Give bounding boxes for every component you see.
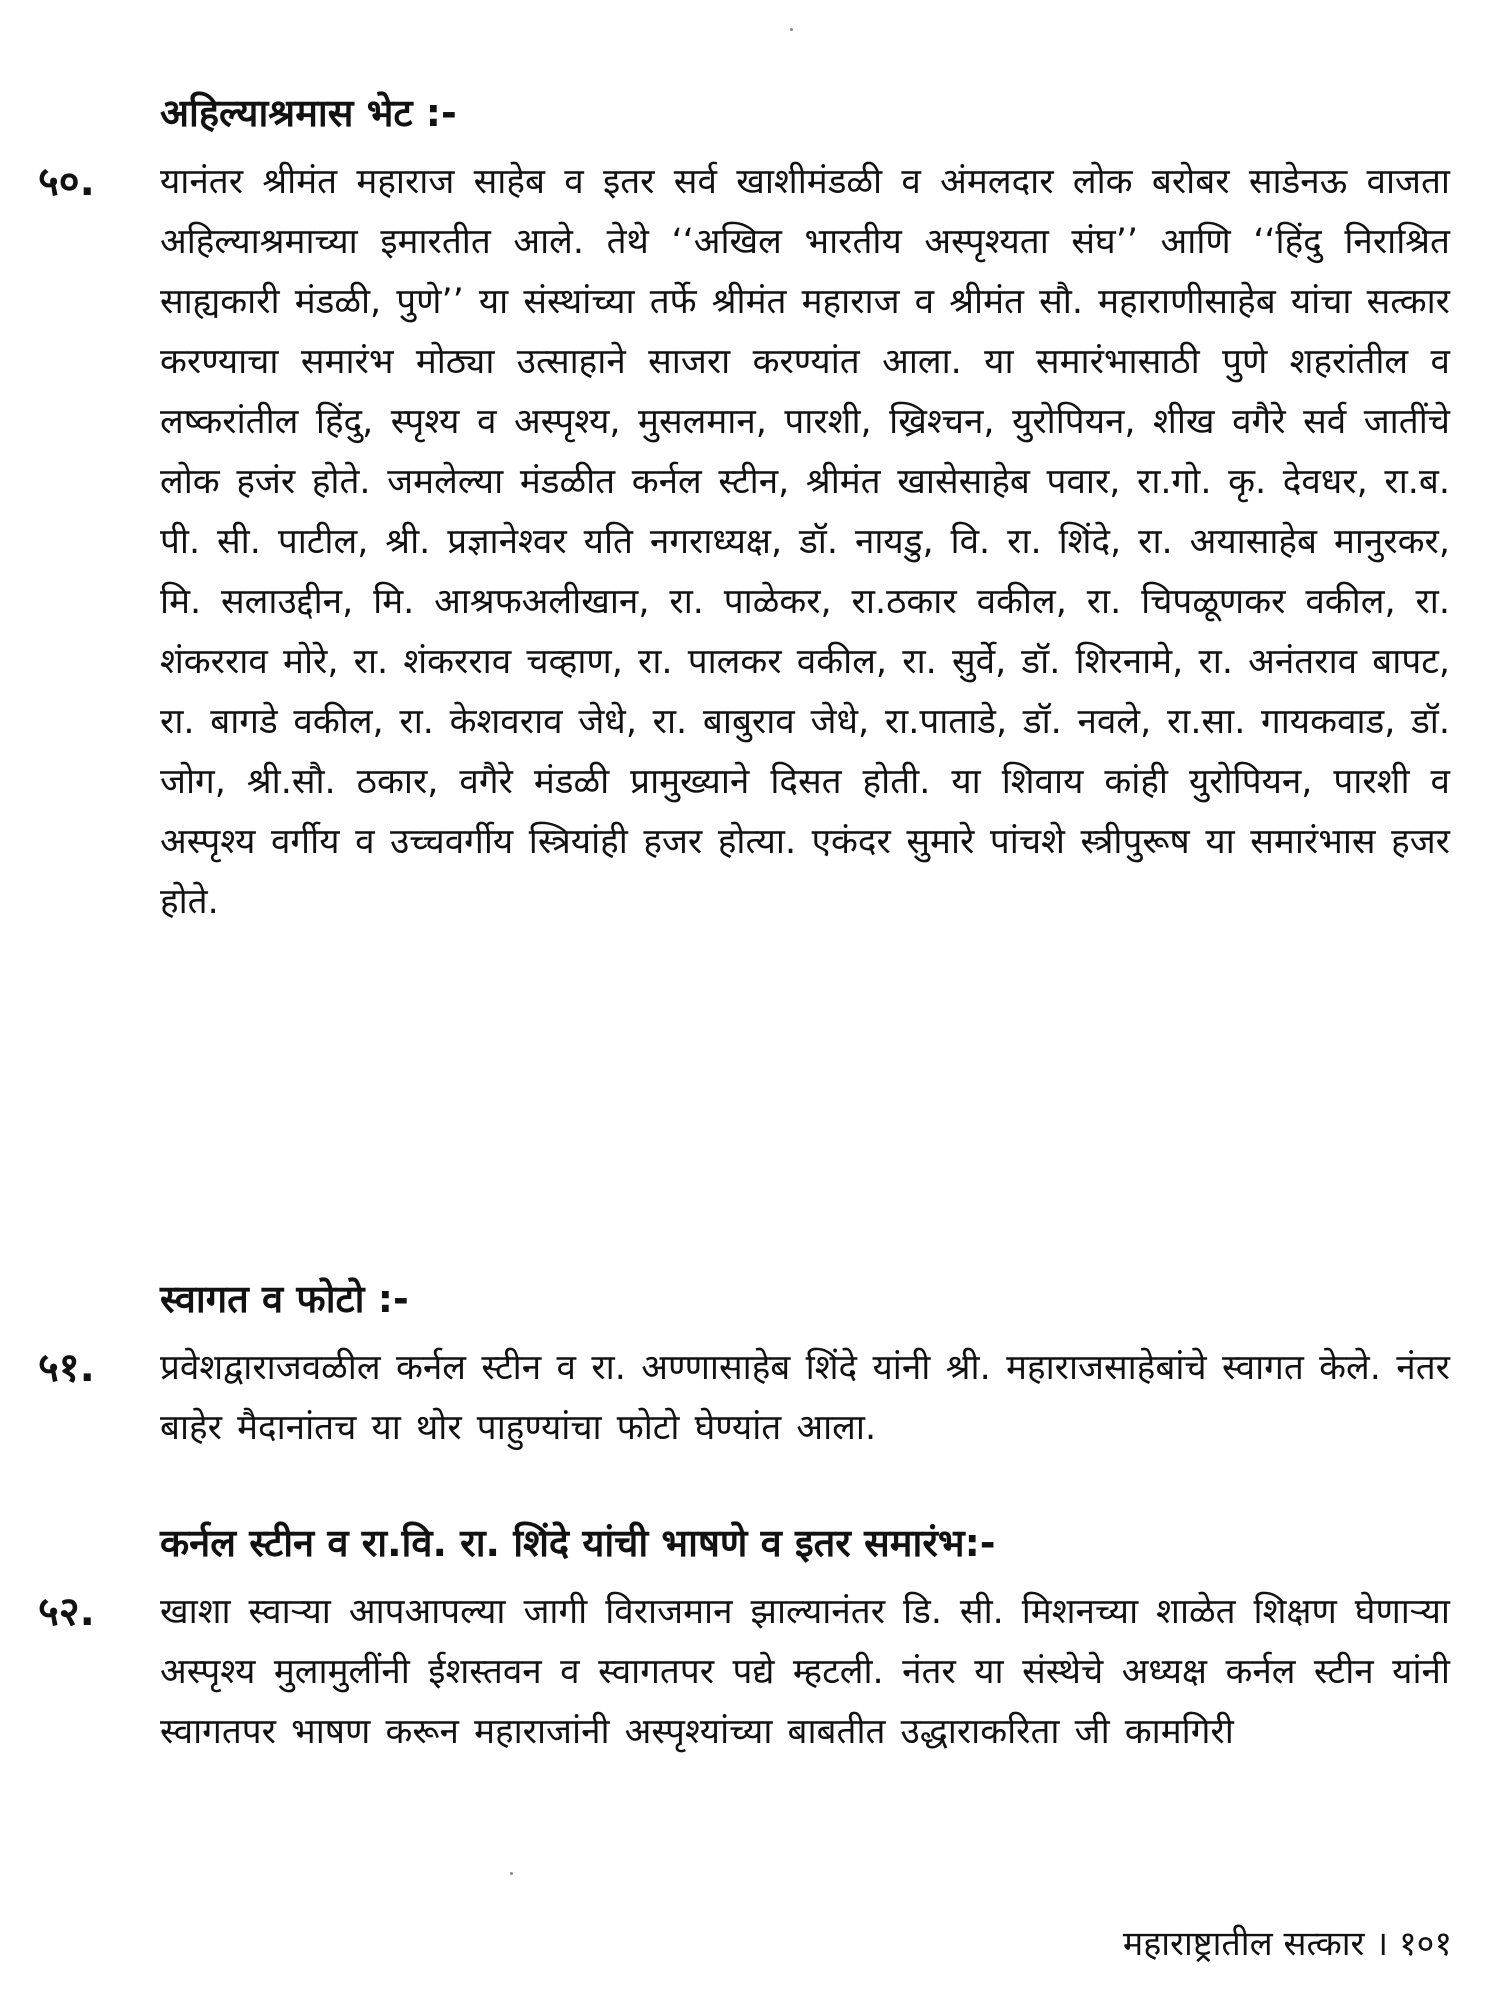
scan-speck — [790, 28, 793, 31]
section-heading-ahilyashram: अहिल्याश्रमास भेट :- — [160, 91, 457, 135]
page-footer: महाराष्ट्रातील सत्कार । १०१ — [1122, 1924, 1452, 1964]
paragraph-50-text: यानंतर श्रीमंत महाराज साहेब व इतर सर्व खाशीमंडळी व अंमलदार लोक बरोबर साडेनऊ वाजता अहिल्याश्रमाच्या इमारतीत आले. तेथे ‘‘अखिल भारतीय अस्पृश्यता संघ’’ आणि ‘‘हिंदु निराश्रित साह्यकारी मंडळी, पुणे’’ या संस्थांच्या तर्फे श्रीमंत महाराज व श्रीमंत सौ. महाराणीसाहेब यांचा सत्कार करण्याचा समारंभ मोठ्या उत्साहाने साजरा करण्यांत आला. या समारंभासाठी पुणे शहरांतील व लष्करांतील हिंदु, स्पृश्य व अस्पृश्य, मुसलमान, पारशी, ख्रिश्चन, युरोपियन, शीख वगैरे सर्व जातींचे लोक हजंर होते. जमलेल्या मंडळीत कर्नल स्टीन, श्रीमंत खासेसाहेब पवार, रा.गो. कृ. देवधर, रा.ब. पी. सी. पाटील, श्री. प्रज्ञानेश्वर यति नगराध्यक्ष, डॉ. नायडु, वि. रा. शिंदे, रा. अयासाहेब मानुरकर, मि. सलाउद्दीन, मि. आश्रफअलीखान, रा. पाळेकर, रा.ठकार वकील, रा. चिपळूणकर वकील, रा. शंकरराव मोरे, रा. शंकरराव चव्हाण, रा. पालकर वकील, रा. सुर्वे, डॉ. शिरनामे, रा. अनंतराव बापट, रा. बागडे वकील, रा. केशवराव जेधे, रा. बाबुराव जेधे, रा.पाताडे, डॉ. नवले, रा.सा. गायकवाड, डॉ. जोग, श्री.सौ. ठकार, वगैरे मंडळी प्रामुख्याने दिसत होती. या शिवाय कांही युरोपियन, पारशी व अस्पृश्य वर्गीय व उच्चवर्गीय स्त्रियांही हजर होत्या. एकंदर सुमारे पांचशे स्त्रीपुरूष या समारंभास हजर होते. — [160, 162, 1450, 922]
paragraph-number-52: ५२. — [38, 1589, 95, 1635]
scan-speck — [510, 1872, 513, 1875]
paragraph-number-50: ५०. — [38, 159, 95, 205]
paragraph-number-51: ५१. — [38, 1345, 95, 1391]
section-heading-speeches: कर्नल स्टीन व रा.वि. रा. शिंदे यांची भाषणे व इतर समारंभ:- — [160, 1521, 996, 1565]
paragraph-52-text: खाशा स्वाऱ्या आपआपल्या जागी विराजमान झाल्यानंतर डि. सी. मिशनच्या शाळेत शिक्षण घेणाऱ्या अस्पृश्य मुलामुलींनी ईशस्तवन व स्वागतपर पद्ये म्हटली. नंतर या संस्थेचे अध्यक्ष कर्नल स्टीन यांनी स्वागतपर भाषण करून महाराजांनी अस्पृश्यांच्या बाबतीत उद्धाराकरिता जी कामगिरी — [160, 1592, 1450, 1752]
paragraph-51-text: प्रवेशद्वाराजवळील कर्नल स्टीन व रा. अण्णासाहेब शिंदे यांनी श्री. महाराजसाहेबांचे स्वागत केले. नंतर बाहेर मैदानांतच या थोर पाहुण्यांचा फोटो घेण्यांत आला. — [160, 1348, 1450, 1448]
section-heading-swagat: स्वागत व फोटो :- — [160, 1277, 409, 1321]
